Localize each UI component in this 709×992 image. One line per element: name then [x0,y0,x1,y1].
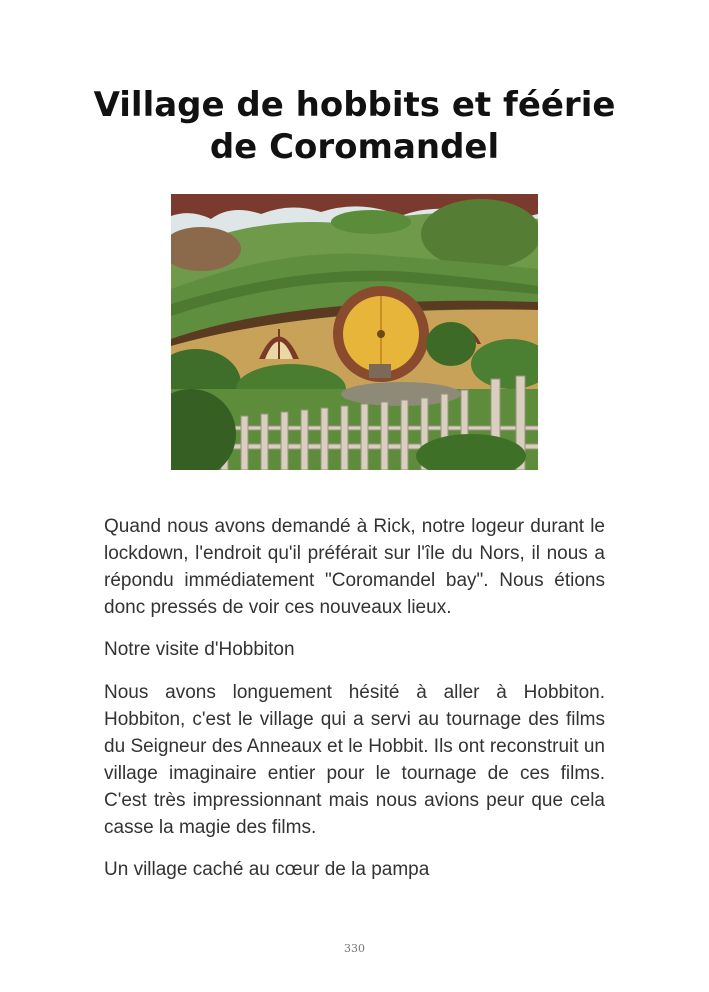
section-heading-hidden-village: Un village caché au cœur de la pampa [104,859,430,880]
paragraph-intro: Quand nous avons demandé à Rick, notre logeur durant le lockdown, l'endroit qu'il préférait sur l'île du Nors, il nous a répondu immédiatement "Coromandel bay". Nous étions donc pressés de voir ces nouveaux lieux. [104,516,605,618]
page-title: Village de hobbits et féérie de Coromandel [93,85,616,167]
paragraph-hobbiton: Nous avons longuement hésité à aller à Hobbiton. Hobbiton, c'est le village qui a servi au tournage des films du Seigneur des Anneaux et le Hobbit. Ils ont reconstruit un village imaginaire entier pour le tournage de ces films. C'est très impressionnant mais nous avions peur que cela casse la magie des films. [104,682,605,838]
section-heading-hobbiton-visit: Notre visite d'Hobbiton [104,639,295,660]
page-number: 330 [344,942,365,955]
hobbit-hole-photo [171,194,538,470]
